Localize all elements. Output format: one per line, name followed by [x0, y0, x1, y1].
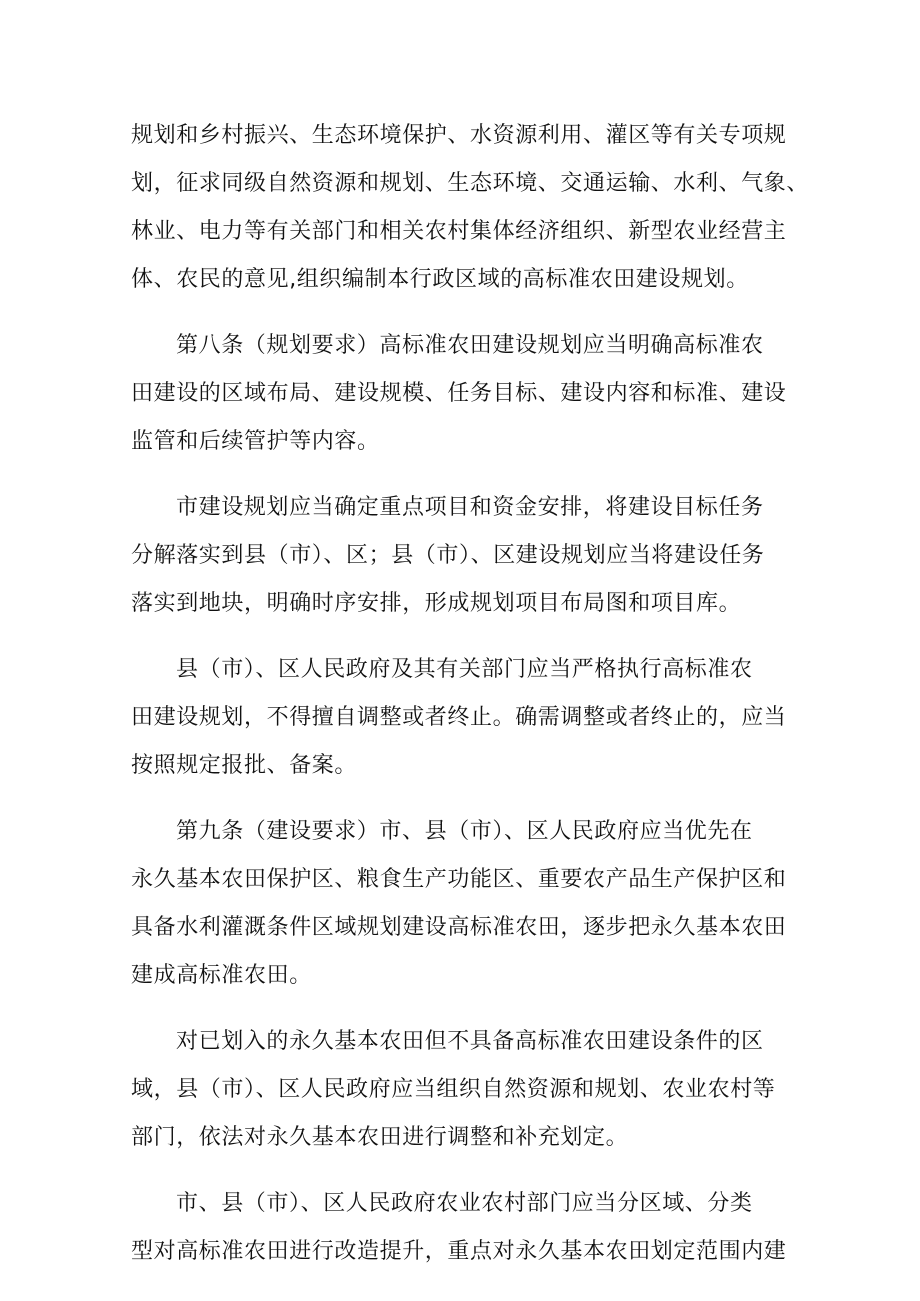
text-line: 具备水利灌溉条件区域规划建设高标准农田，逐步把永久基本农田: [131, 915, 787, 940]
text-line: 市、县（市）、区人民政府农业农村部门应当分区域、分类: [176, 1191, 753, 1216]
text-line: 林业、电力等有关部门和相关农村集体经济组织、新型农业经营主: [131, 219, 787, 244]
paragraph-article-9: [131, 808, 799, 1000]
text-line: 型对高标准农田进行改造提升，重点对永久基本农田划定范围内建: [131, 1239, 787, 1264]
text-line: 永久基本农田保护区、粮食生产功能区、重要农产品生产保护区和: [131, 867, 787, 892]
text-line: 第八条（规划要求）高标准农田建设规划应当明确高标准农: [176, 333, 764, 358]
text-line: 监管和后续管护等内容。: [131, 429, 380, 454]
text-line: 分解落实到县（市）、区；县（市）、区建设规划应当将建设任务: [131, 543, 765, 568]
text-line: 按照规定报批、备案。: [131, 753, 358, 778]
text-line: 规划和乡村振兴、生态环境保护、水资源利用、灌区等有关专项规: [131, 123, 787, 148]
paragraph: [131, 646, 799, 790]
text-line: 市建设规划应当确定重点项目和资金安排，将建设目标任务: [176, 495, 764, 520]
text-line: 落实到地块，明确时序安排，形成规划项目布局图和项目库。: [131, 591, 742, 616]
paragraph: [131, 484, 799, 628]
text-line: 建成高标准农田。: [131, 963, 312, 988]
paragraph: [131, 1180, 799, 1276]
text-line: 对已划入的永久基本农田但不具备高标准农田建设条件的区: [176, 1029, 764, 1054]
paragraph: [131, 1018, 799, 1162]
text-line: 划，征求同级自然资源和规划、生态环境、交通运输、水利、气象、: [131, 171, 810, 196]
paragraph-article-8: [131, 322, 799, 466]
text-line: 部门，依法对永久基本农田进行调整和补充划定。: [131, 1125, 629, 1150]
text-line: 田建设的区域布局、建设规模、任务目标、建设内容和标准、建设: [131, 381, 787, 406]
document-body: [131, 112, 810, 1276]
text-line: 田建设规划，不得擅自调整或者终止。确需调整或者终止的，应当: [131, 705, 787, 730]
text-line: 第九条（建设要求）市、县（市）、区人民政府应当优先在: [176, 819, 753, 844]
text-line: 域，县（市）、区人民政府应当组织自然资源和规划、农业农村等: [131, 1077, 776, 1102]
text-line: 体、农民的意见,组织编制本行政区域的高标准农田建设规划。: [131, 267, 749, 292]
paragraph-continued: [131, 112, 810, 304]
text-line: 县（市）、区人民政府及其有关部门应当严格执行高标准农: [176, 657, 753, 682]
